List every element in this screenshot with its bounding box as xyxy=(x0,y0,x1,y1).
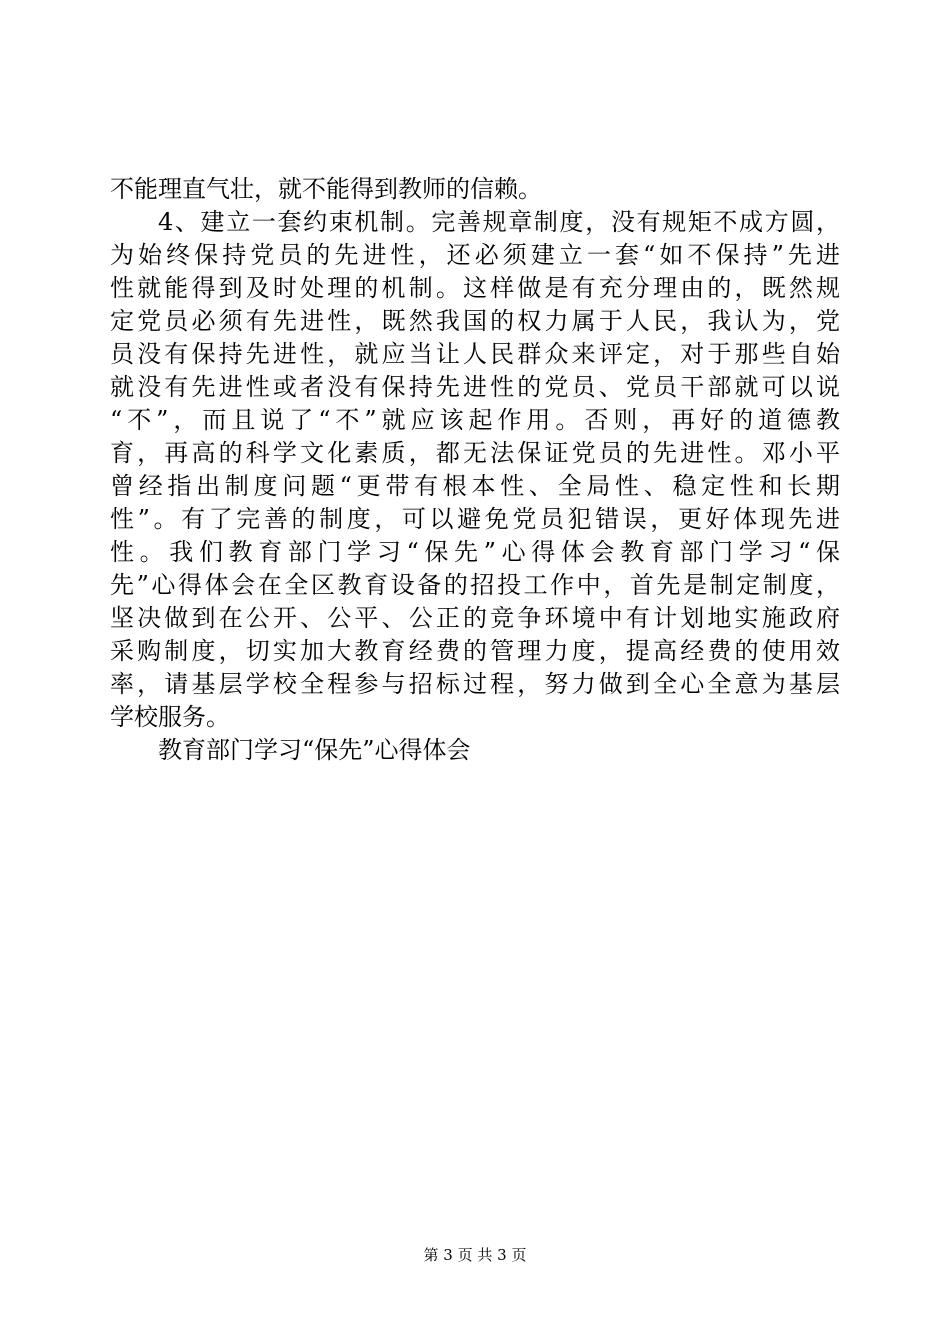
paragraph-line: 不能理直气壮，就不能得到教师的信赖。 xyxy=(110,175,542,203)
page-number-footer: 第 3 页 共 3 页 xyxy=(423,1246,527,1264)
paragraph-line: 4、建立一套约束机制。完善规章制度，没有规矩不成方圆， xyxy=(158,208,840,236)
paragraph-line: 性就能得到及时处理的机制。这样做是有充分理由的，既然规 xyxy=(110,274,840,302)
paragraph-line: 学校服务。 xyxy=(110,703,230,731)
paragraph-line: 曾经指出制度问题“更带有根本性、全局性、稳定性和长期 xyxy=(110,472,840,500)
paragraph-line: 员没有保持先进性，就应当让人民群众来评定，对于那些自始 xyxy=(110,340,840,368)
paragraph-line: 性。我们教育部门学习“保先”心得体会教育部门学习“保 xyxy=(110,538,840,566)
paragraph-line: 定党员必须有先进性，既然我国的权力属于人民，我认为，党 xyxy=(110,307,840,335)
paragraph-line: 为始终保持党员的先进性，还必须建立一套“如不保持”先进 xyxy=(110,241,840,269)
paragraph-line: 坚决做到在公开、公平、公正的竞争环境中有计划地实施政府 xyxy=(110,604,840,632)
closing-title-line: 教育部门学习“保先”心得体会 xyxy=(158,736,471,764)
paragraph-line: 性”。有了完善的制度，可以避免党员犯错误，更好体现先进 xyxy=(110,505,840,533)
paragraph-line: 育，再高的科学文化素质，都无法保证党员的先进性。邓小平 xyxy=(110,439,840,467)
paragraph-line: “不”，而且说了“不”就应该起作用。否则，再好的道德教 xyxy=(110,406,840,434)
document-body xyxy=(110,173,840,767)
paragraph-line: 就没有先进性或者没有保持先进性的党员、党员干部就可以说 xyxy=(110,373,840,401)
paragraph-line: 先”心得体会在全区教育设备的招投工作中，首先是制定制度， xyxy=(110,571,840,599)
paragraph-line: 率，请基层学校全程参与招标过程，努力做到全心全意为基层 xyxy=(110,670,840,698)
paragraph-line: 采购制度，切实加大教育经费的管理力度，提高经费的使用效 xyxy=(110,637,840,665)
